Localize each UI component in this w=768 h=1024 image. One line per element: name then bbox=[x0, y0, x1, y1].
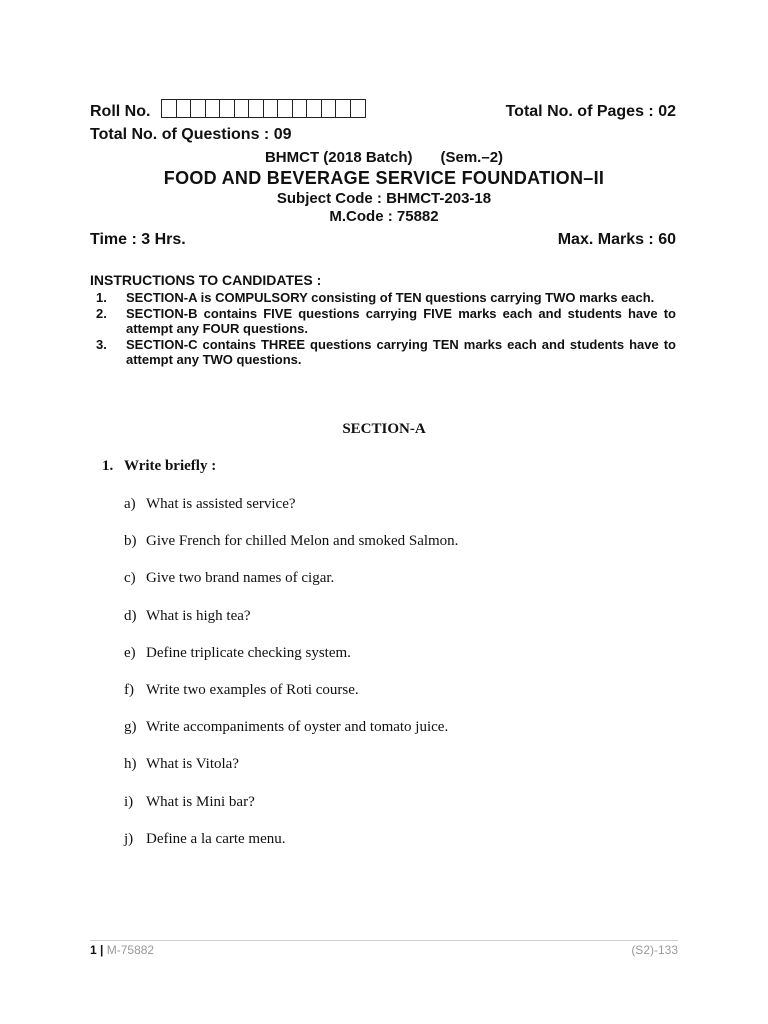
instruction-item bbox=[90, 337, 676, 367]
sub-question-text: Define triplicate checking system. bbox=[146, 644, 351, 661]
footer-divider bbox=[90, 940, 678, 941]
sub-question-letter: e) bbox=[124, 644, 136, 661]
page-number: 1 bbox=[90, 943, 97, 957]
roll-no-box[interactable] bbox=[235, 100, 250, 117]
sub-question bbox=[124, 794, 458, 831]
instruction-number: 1. bbox=[96, 290, 107, 305]
roll-no-box[interactable] bbox=[336, 100, 351, 117]
footer-right-code: (S2)-133 bbox=[631, 943, 678, 957]
question-text: Write briefly : bbox=[124, 458, 217, 474]
sub-question-text: Write accompaniments of oyster and tomato juice. bbox=[146, 719, 449, 736]
roll-no-box[interactable] bbox=[249, 100, 264, 117]
sub-question-text: Give French for chilled Melon and smoked Salmon. bbox=[146, 533, 459, 550]
roll-no-box[interactable] bbox=[177, 100, 192, 117]
instruction-number: 3. bbox=[96, 337, 107, 352]
sub-question-letter: h) bbox=[124, 756, 137, 773]
sub-question-letter: c) bbox=[124, 570, 136, 587]
question-number: 1. bbox=[102, 458, 114, 474]
instructions-list bbox=[90, 290, 676, 368]
instruction-text: SECTION-C contains THREE questions carrying TEN marks each and students have to attempt any TWO questions. bbox=[126, 337, 676, 367]
instruction-number: 2. bbox=[96, 306, 107, 321]
batch: BHMCT (2018 Batch) bbox=[264, 149, 413, 166]
sub-question bbox=[124, 570, 458, 607]
instructions-title: INSTRUCTIONS TO CANDIDATES : bbox=[90, 272, 322, 288]
sub-question bbox=[124, 756, 458, 793]
sub-question bbox=[124, 496, 458, 533]
sub-question bbox=[124, 645, 458, 682]
roll-no-box[interactable] bbox=[162, 100, 177, 117]
roll-no-box[interactable] bbox=[220, 100, 235, 117]
sub-question-text: What is high tea? bbox=[146, 607, 251, 624]
question-1 bbox=[102, 458, 216, 475]
instruction-text: SECTION-B contains FIVE questions carrying FIVE marks each and students have to attempt any FOUR questions. bbox=[126, 306, 676, 336]
subject-code: Subject Code : BHMCT-203-18 bbox=[276, 190, 492, 207]
batch-line bbox=[0, 149, 768, 166]
sub-question-letter: f) bbox=[124, 681, 134, 698]
roll-no-box[interactable] bbox=[307, 100, 322, 117]
sub-question-text: Write two examples of Roti course. bbox=[146, 681, 359, 698]
sub-question-text: Give two brand names of cigar. bbox=[146, 570, 335, 587]
time-allowed: Time : 3 Hrs. bbox=[90, 231, 186, 248]
roll-no-box[interactable] bbox=[351, 100, 366, 117]
roll-no-boxes[interactable] bbox=[161, 99, 366, 118]
sub-question-letter: g) bbox=[124, 719, 137, 736]
roll-no-box[interactable] bbox=[191, 100, 206, 117]
section-a-title: SECTION-A bbox=[342, 421, 426, 437]
sub-question bbox=[124, 608, 458, 645]
roll-no-box[interactable] bbox=[322, 100, 337, 117]
sub-question-text: What is Vitola? bbox=[146, 756, 239, 773]
footer-code: M-75882 bbox=[106, 943, 155, 957]
sub-question-letter: j) bbox=[124, 830, 134, 847]
roll-no-box[interactable] bbox=[206, 100, 221, 117]
semester: (Sem.–2) bbox=[440, 149, 504, 166]
sub-question-text: Define a la carte menu. bbox=[146, 830, 286, 847]
total-pages: Total No. of Pages : 02 bbox=[505, 103, 676, 120]
roll-no-box[interactable] bbox=[278, 100, 293, 117]
instruction-item bbox=[90, 306, 676, 336]
sub-question-text: What is assisted service? bbox=[146, 496, 296, 512]
footer-left bbox=[90, 943, 154, 957]
sub-question-letter: b) bbox=[124, 533, 137, 550]
course-title: FOOD AND BEVERAGE SERVICE FOUNDATION–II bbox=[163, 168, 605, 188]
sub-question-letter: d) bbox=[124, 607, 137, 624]
instruction-text: SECTION-A is COMPULSORY consisting of TEN questions carrying TWO marks each. bbox=[126, 290, 655, 305]
sub-question bbox=[124, 682, 458, 719]
instruction-item bbox=[90, 290, 676, 305]
sub-question-list bbox=[124, 496, 458, 868]
sub-question bbox=[124, 719, 458, 756]
sub-question-text: What is Mini bar? bbox=[146, 793, 255, 810]
sub-question-letter: a) bbox=[124, 496, 136, 512]
sub-question-letter: i) bbox=[124, 793, 134, 810]
m-code: M.Code : 75882 bbox=[329, 208, 439, 225]
total-questions: Total No. of Questions : 09 bbox=[90, 126, 292, 143]
max-marks: Max. Marks : 60 bbox=[557, 231, 676, 248]
roll-no-label: Roll No. bbox=[90, 103, 151, 120]
footer-separator: | bbox=[100, 943, 104, 957]
sub-question bbox=[124, 831, 458, 868]
roll-no-box[interactable] bbox=[293, 100, 308, 117]
sub-question bbox=[124, 533, 458, 570]
roll-no-box[interactable] bbox=[264, 100, 279, 117]
